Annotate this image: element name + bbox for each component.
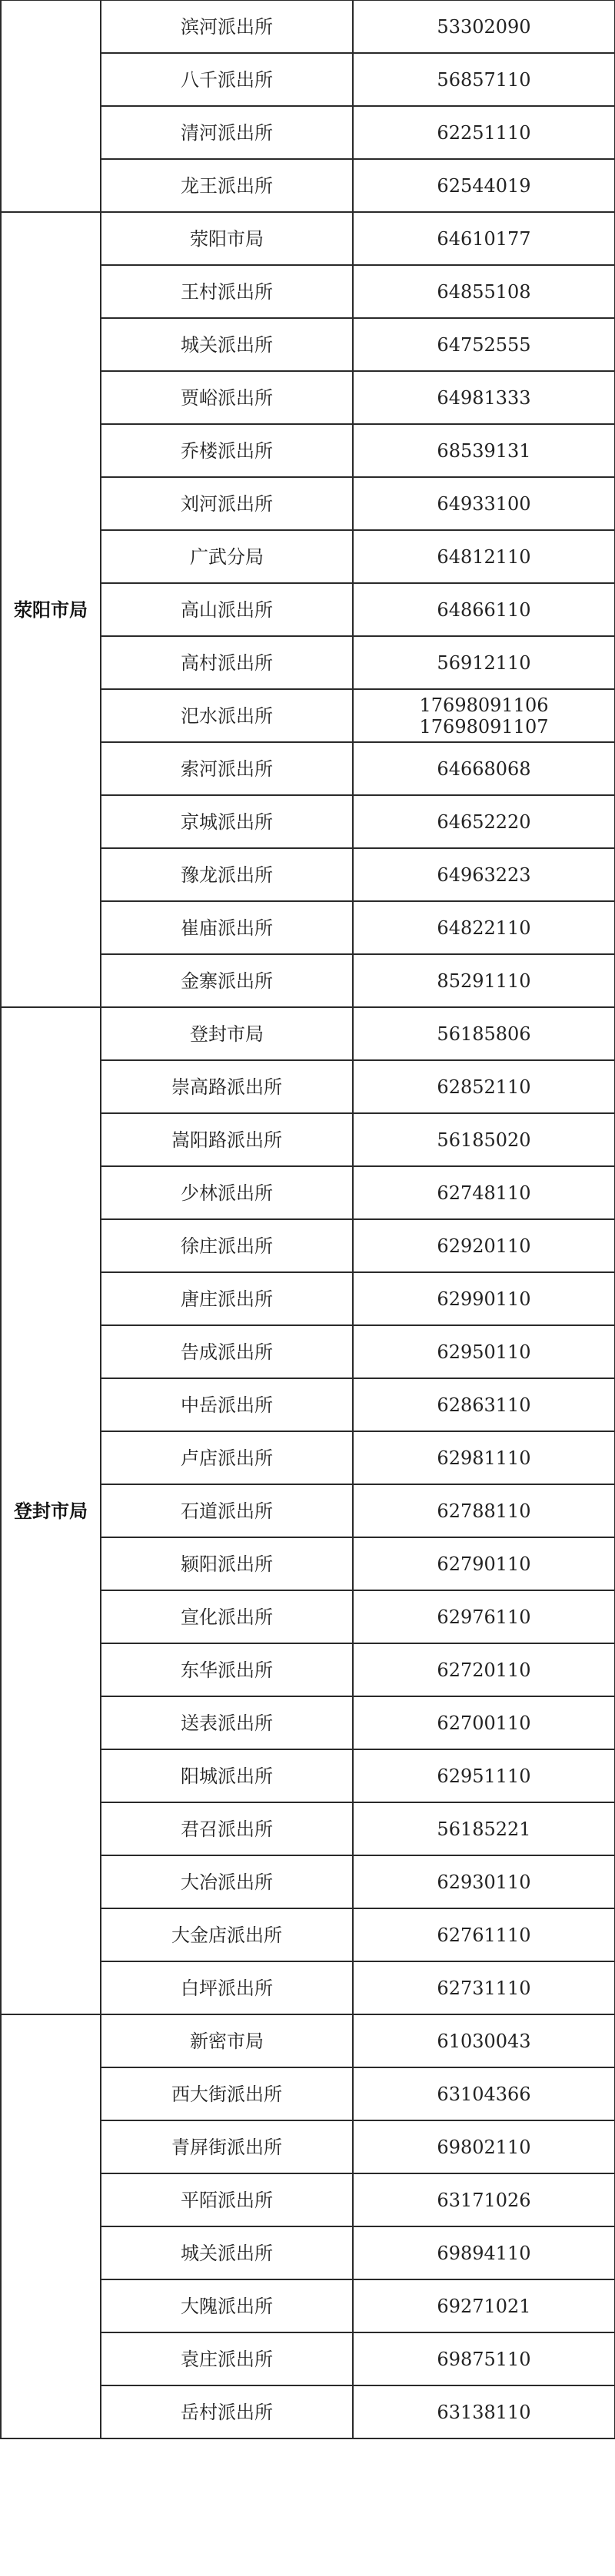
station-name-cell: 广武分局 [101,530,353,583]
table-row [1,0,615,53]
station-name-cell: 豫龙派出所 [101,848,353,901]
phone-number: 62951110 [437,1765,531,1787]
phone-number: 62748110 [437,1182,531,1204]
phone-number: 63171026 [437,2189,531,2211]
phone-number: 64610177 [437,227,531,250]
station-name-cell: 滨河派出所 [101,0,353,53]
phone-cell [353,1855,615,1908]
phone-number: 64963223 [437,864,531,886]
station-name-cell: 崔庙派出所 [101,901,353,954]
phone-cell [353,2226,615,2279]
bureau-cell [1,0,101,212]
station-name-cell: 贾峪派出所 [101,371,353,424]
phone-number: 62720110 [437,1659,531,1681]
bureau-cell: 登封市局 [1,1007,101,2014]
phone-number: 64866110 [437,598,531,621]
phone-cell [353,1219,615,1272]
station-name-cell: 城关派出所 [101,2226,353,2279]
phone-cell [353,1643,615,1696]
phone-cell [353,1166,615,1219]
table-row [1,212,615,265]
phone-cell [353,795,615,848]
phone-number: 62920110 [437,1235,531,1257]
phone-number: 62790110 [437,1553,531,1575]
phone-number: 64855108 [437,280,531,303]
phone-number: 63138110 [437,2401,531,2423]
phone-number: 62976110 [437,1606,531,1628]
station-name-cell: 青屏街派出所 [101,2120,353,2173]
station-name-cell: 高村派出所 [101,636,353,689]
station-name-cell: 汜水派出所 [101,689,353,742]
station-name-cell: 西大街派出所 [101,2067,353,2120]
station-name-cell: 大金店派出所 [101,1908,353,1961]
phone-number: 64812110 [437,545,531,568]
phone-cell [353,159,615,212]
station-name-cell: 乔楼派出所 [101,424,353,477]
phone-cell [353,1007,615,1060]
table-body [1,0,615,2438]
phone-cell [353,1484,615,1537]
phone-cell [353,583,615,636]
phone-number: 62990110 [437,1288,531,1310]
phone-cell [353,265,615,318]
phone-number: 69875110 [437,2348,531,2370]
station-name-cell: 阳城派出所 [101,1749,353,1802]
table-row [1,2014,615,2067]
bureau-cell [1,2014,101,2438]
station-name-cell: 唐庄派出所 [101,1272,353,1325]
phone-number: 63104366 [437,2083,531,2105]
phone-number: 61030043 [437,2030,531,2052]
phone-cell [353,2014,615,2067]
phone-number: 62950110 [437,1341,531,1363]
phone-cell [353,954,615,1007]
station-name-cell: 大隗派出所 [101,2279,353,2332]
phone-number: 64981333 [437,386,531,409]
phone-number: 62852110 [437,1076,531,1098]
phone-number: 69802110 [437,2136,531,2158]
phone-cell [353,106,615,159]
phone-cell [353,53,615,106]
phone-number: 64752555 [437,333,531,356]
phone-number: 64822110 [437,917,531,939]
phone-cell [353,2173,615,2226]
station-name-cell: 八千派出所 [101,53,353,106]
phone-cell [353,1802,615,1855]
phone-cell [353,2120,615,2173]
station-name-cell: 崇高路派出所 [101,1060,353,1113]
station-name-cell: 颍阳派出所 [101,1537,353,1590]
station-name-cell: 登封市局 [101,1007,353,1060]
phone-number: 85291110 [437,970,531,992]
phone-cell [353,1060,615,1113]
phone-number: 56857110 [437,68,531,91]
phone-number: 64933100 [437,492,531,515]
phone-cell [353,1113,615,1166]
station-name-cell: 大冶派出所 [101,1855,353,1908]
phone-cell [353,530,615,583]
phone-cell [353,1378,615,1431]
phone-number: 69271021 [437,2295,531,2317]
phone-number: 62251110 [437,121,531,144]
phone-cell [353,742,615,795]
phone-cell [353,424,615,477]
phone-cell [353,2279,615,2332]
station-name-cell: 徐庄派出所 [101,1219,353,1272]
station-name-cell: 清河派出所 [101,106,353,159]
station-name-cell: 城关派出所 [101,318,353,371]
station-name-cell: 送表派出所 [101,1696,353,1749]
station-name-cell: 卢店派出所 [101,1431,353,1484]
station-name-cell: 刘河派出所 [101,477,353,530]
phone-number: 62700110 [437,1712,531,1734]
phone-number: 56185020 [437,1129,531,1151]
station-name-cell: 龙王派出所 [101,159,353,212]
station-name-cell: 京城派出所 [101,795,353,848]
phone-cell [353,636,615,689]
phone-number: 64668068 [437,758,531,780]
phone-number: 62761110 [437,1924,531,1946]
phone-cell [353,2332,615,2385]
phone-number: 17698091106 [419,694,549,716]
station-name-cell: 嵩阳路派出所 [101,1113,353,1166]
station-name-cell: 中岳派出所 [101,1378,353,1431]
phone-cell [353,848,615,901]
station-name-cell: 荥阳市局 [101,212,353,265]
phone-cell [353,371,615,424]
station-name-cell: 石道派出所 [101,1484,353,1537]
phone-number: 62930110 [437,1871,531,1893]
station-name-cell: 东华派出所 [101,1643,353,1696]
phone-number: 56185806 [437,1023,531,1045]
bureau-cell: 荥阳市局 [1,212,101,1007]
station-name-cell: 君召派出所 [101,1802,353,1855]
phone-cell [353,1908,615,1961]
phone-number: 64652220 [437,811,531,833]
phone-cell [353,901,615,954]
phone-number: 53302090 [437,15,531,38]
phone-number: 56912110 [437,651,531,674]
station-name-cell: 新密市局 [101,2014,353,2067]
station-name-cell: 少林派出所 [101,1166,353,1219]
station-name-cell: 告成派出所 [101,1325,353,1378]
phone-number: 68539131 [437,439,531,462]
station-name-cell: 王村派出所 [101,265,353,318]
table-row [1,1007,615,1060]
phone-cell [353,212,615,265]
phone-cell [353,318,615,371]
phone-cell [353,1431,615,1484]
phone-cell [353,1272,615,1325]
phone-number: 62731110 [437,1977,531,1999]
phone-cell [353,2385,615,2438]
phone-number: 17698091107 [419,715,549,738]
phone-cell [353,1590,615,1643]
phone-number: 69894110 [437,2242,531,2264]
phone-cell [353,1325,615,1378]
station-name-cell: 平陌派出所 [101,2173,353,2226]
phone-number: 62788110 [437,1500,531,1522]
station-name-cell: 袁庄派出所 [101,2332,353,2385]
station-name-cell: 宣化派出所 [101,1590,353,1643]
phone-cell [353,689,615,742]
station-name-cell: 高山派出所 [101,583,353,636]
phone-number: 62544019 [437,174,531,197]
phone-cell [353,477,615,530]
phone-number: 62863110 [437,1394,531,1416]
phone-cell [353,0,615,53]
phone-cell [353,1696,615,1749]
station-name-cell: 索河派出所 [101,742,353,795]
phone-number: 56185221 [437,1818,531,1840]
phone-cell [353,1537,615,1590]
station-name-cell: 岳村派出所 [101,2385,353,2438]
phone-number: 62981110 [437,1447,531,1469]
phone-cell [353,2067,615,2120]
phone-cell [353,1749,615,1802]
phone-cell [353,1961,615,2014]
station-name-cell: 金寨派出所 [101,954,353,1007]
station-name-cell: 白坪派出所 [101,1961,353,2014]
